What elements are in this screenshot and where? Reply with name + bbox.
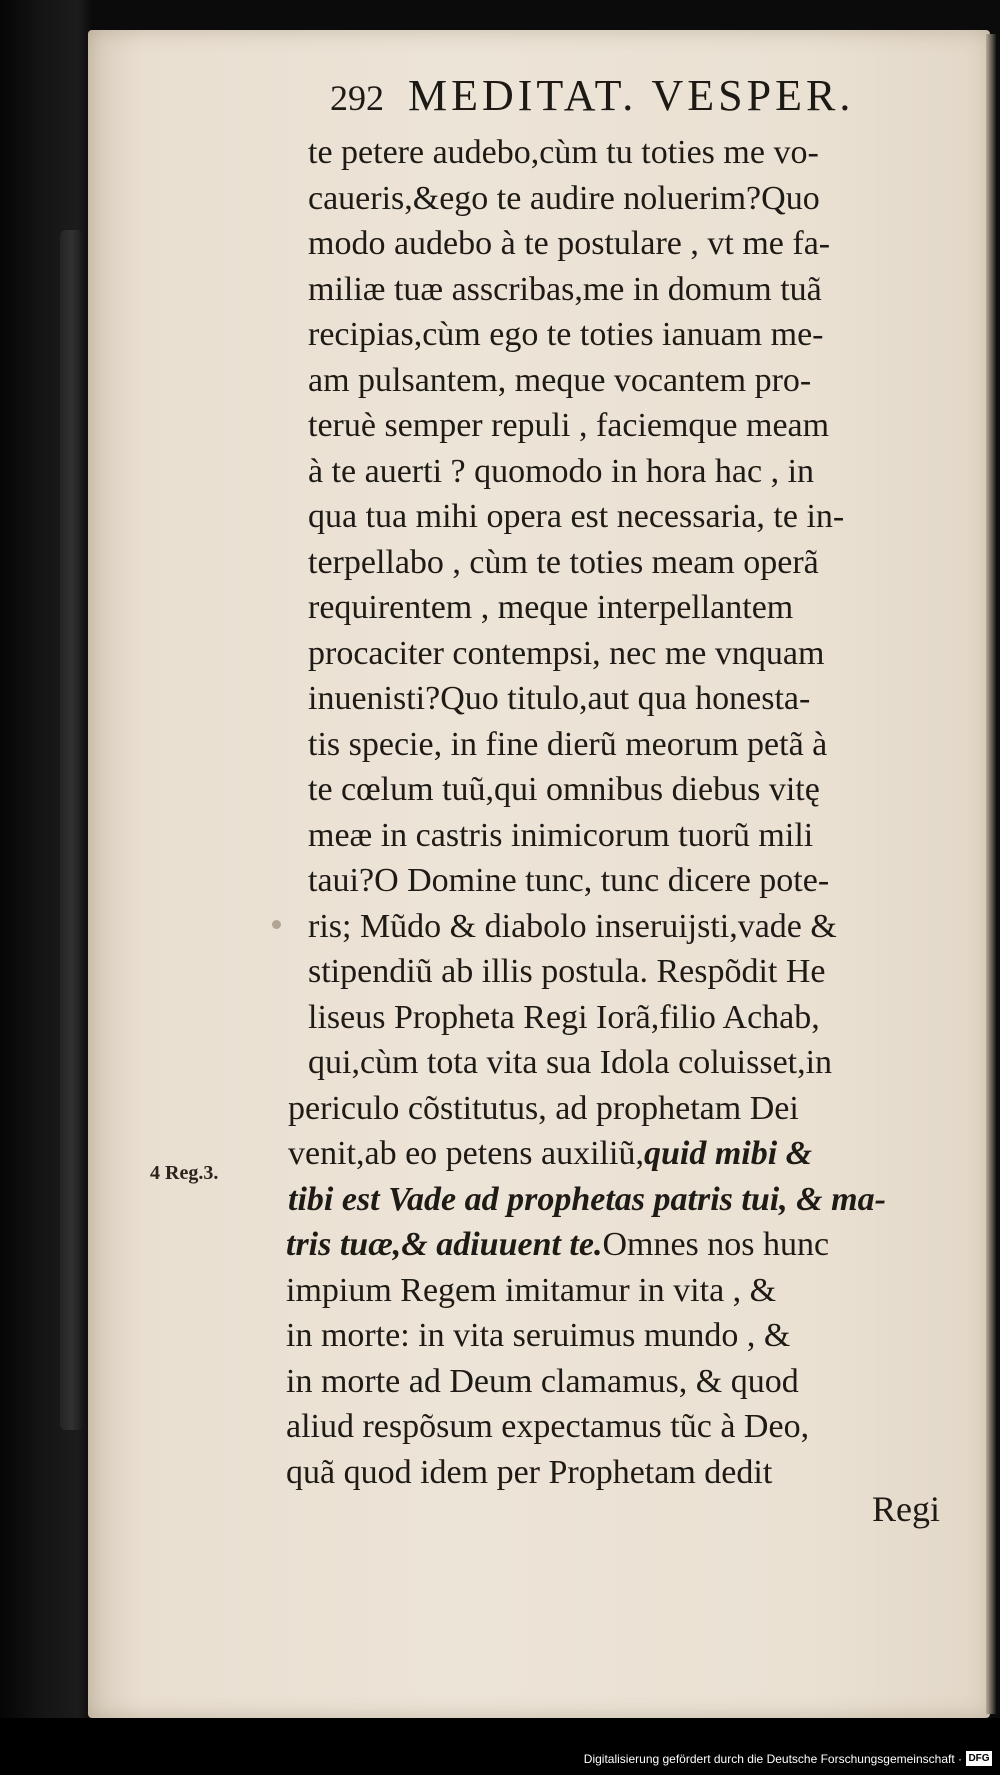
book-spine-edge bbox=[60, 230, 84, 1430]
text-line-with-italic bbox=[288, 1131, 978, 1177]
text-line: meæ in castris inimicorum tuorũ mili bbox=[308, 816, 814, 854]
text-line: in morte ad Deum clamamus, & quod bbox=[286, 1362, 799, 1400]
text-line: requirentem , meque interpellantem bbox=[308, 589, 794, 626]
text-line: periculo cõstitutus, ad prophetam Dei bbox=[288, 1089, 799, 1127]
text-segment: Omnes nos hunc bbox=[602, 1226, 830, 1263]
ink-spot bbox=[272, 920, 281, 929]
text-line: impium Regem imitamur in vita , & bbox=[286, 1271, 777, 1309]
text-line: miliæ tuæ asscribas,me in domum tuã bbox=[308, 270, 822, 308]
text-line: terpellabo , cùm te toties meam operã bbox=[308, 543, 819, 581]
text-line: teruè semper repuli , faciemque meam bbox=[308, 407, 830, 444]
marginal-reference: 4 Reg.3. bbox=[150, 1162, 219, 1184]
running-title: MEDITAT. VESPER. bbox=[408, 71, 855, 120]
text-line: quã quod idem per Prophetam dedit bbox=[286, 1453, 773, 1491]
text-line: recipias,cùm ego te toties ianuam me- bbox=[308, 316, 824, 353]
text-line: te cœlum tuũ,qui omnibus diebus vitę bbox=[308, 771, 820, 808]
funding-credit: Digitalisierung gefördert durch die Deutsche Forschungsgemeinschaft · bbox=[583, 1752, 962, 1766]
text-line: modo audebo à te postulare , vt me fa- bbox=[308, 225, 831, 262]
dfg-logo-icon: DFG bbox=[966, 1751, 992, 1766]
text-line: inuenisti?Quo titulo,aut qua honesta- bbox=[308, 680, 811, 717]
italic-quote: quid mibi & bbox=[643, 1135, 813, 1172]
running-head bbox=[330, 70, 930, 130]
text-line: tis specie, in fine dierũ meorum petã à bbox=[308, 725, 828, 763]
text-line: liseus Propheta Regi Iorã,filio Achab, bbox=[308, 998, 820, 1036]
page-fore-edge bbox=[986, 34, 996, 1714]
italic-quote-line: tibi est Vade ad prophetas patris tui, & ma- bbox=[288, 1180, 886, 1218]
text-line: procaciter contempsi, nec me vnquam bbox=[308, 634, 825, 672]
text-line: qui,cùm tota vita sua Idola coluisset,in bbox=[308, 1044, 833, 1081]
text-line: à te auerti ? quomodo in hora hac , in bbox=[308, 452, 815, 490]
text-line: stipendiũ ab illis postula. Respõdit He bbox=[308, 953, 826, 990]
text-line: caueris,&ego te audire noluerim?Quo bbox=[308, 179, 820, 217]
text-line: am pulsantem, meque vocantem pro- bbox=[308, 361, 812, 399]
text-line: aliud respõsum expectamus tũc à Deo, bbox=[286, 1408, 810, 1445]
text-line: ris; Mũdo & diabolo inseruijsti,vade & bbox=[308, 907, 837, 945]
text-line: qua tua mihi opera est necessaria, te in- bbox=[308, 498, 845, 535]
text-line: taui?O Domine tunc, tunc dicere pote- bbox=[308, 862, 830, 899]
footer-bar bbox=[0, 1718, 1000, 1775]
text-line: te petere audebo,cùm tu toties me vo- bbox=[308, 134, 819, 171]
italic-quote: tris tuæ,& adiuuent te. bbox=[286, 1226, 603, 1263]
text-line-with-italic bbox=[286, 1222, 978, 1268]
main-text-block bbox=[286, 130, 978, 1495]
catchword: Regi bbox=[872, 1489, 940, 1529]
page-number: 292 bbox=[330, 78, 384, 118]
text-line: in morte: in vita seruimus mundo , & bbox=[286, 1317, 791, 1354]
text-segment: venit,ab eo petens auxiliũ, bbox=[288, 1135, 644, 1172]
